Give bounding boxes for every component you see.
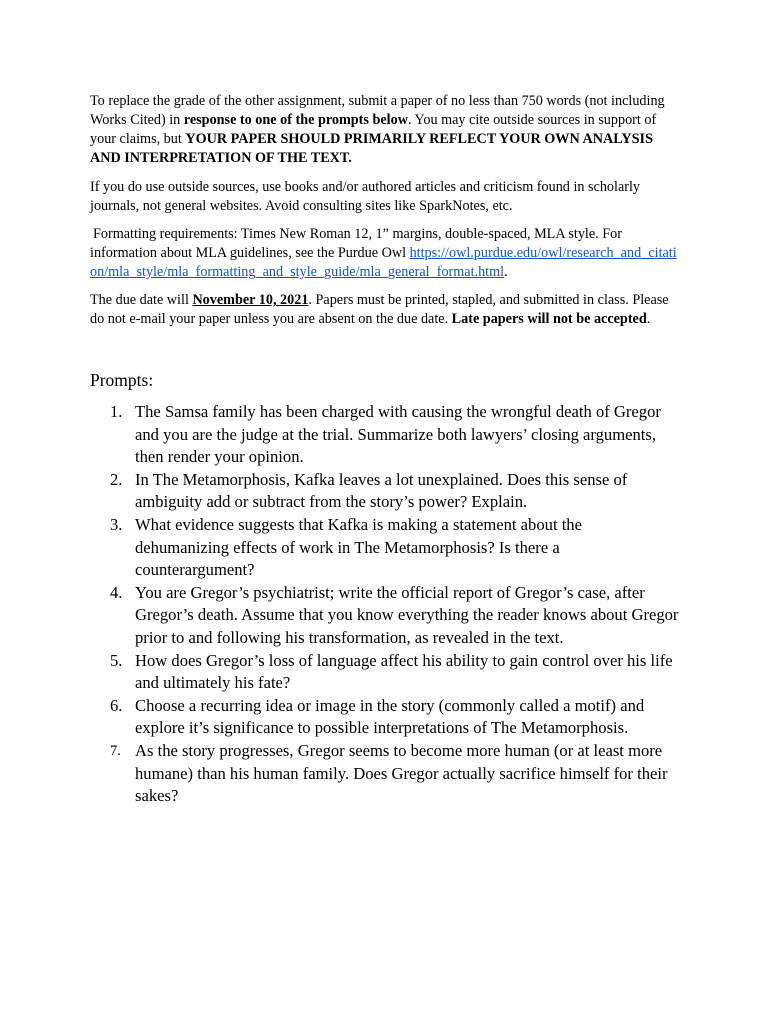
due-date-text-2: . Papers must be printed, stapled, and submitted in class. Please do not e-mail your paper unless you are absent on the due date. <box>90 292 669 327</box>
prompt-item <box>90 582 680 650</box>
prompt-item <box>90 650 680 695</box>
instructions-text-2: . You may cite outside sources in support of your claims, but <box>90 112 657 147</box>
purdue-owl-link[interactable]: https://owl.purdue.edu/owl/research_and_citation/mla_style/mla_formatting_and_style_guide/mla_general_format.html <box>90 245 677 280</box>
due-date: November 10, 2021 <box>192 292 309 308</box>
prompt-number: 7. <box>110 742 121 759</box>
formatting-text: Formatting requirements: Times New Roman 12, 1” margins, double-spaced, MLA style. For information about MLA guidelines, see the Purdue Owl <box>90 226 622 261</box>
prompt-item <box>90 401 680 469</box>
prompt-item <box>90 740 680 808</box>
late-papers-warning: Late papers will not be accepted <box>451 311 647 327</box>
instructions-text: To replace the grade of the other assignment, submit a paper of no less than 750 words (not including Works Cited) in <box>90 93 665 128</box>
instructions-paragraph <box>90 92 680 168</box>
prompt-number: 4. <box>110 582 123 602</box>
prompt-number: 6. <box>110 695 123 715</box>
prompt-item <box>90 514 680 582</box>
formatting-paragraph <box>90 225 680 282</box>
prompt-text: The Samsa family has been charged with causing the wrongful death of Gregor and you are the judge at the trial. Summarize both lawyers’ closing arguments, then render your opinion. <box>135 402 661 467</box>
sources-paragraph: If you do use outside sources, use books and/or authored articles and criticism found in scholarly journals, not general websites. Avoid consulting sites like SparkNotes, etc. <box>90 179 641 214</box>
prompt-text: You are Gregor’s psychiatrist; write the official report of Gregor’s case, after Gregor’s death. Assume that you know everything the reader knows about Gregor prior to and following his transformation, as revealed in the text. <box>135 582 679 647</box>
instructions-emphasis: response to one of the prompts below <box>183 112 408 128</box>
prompt-number: 2. <box>110 469 123 489</box>
document-page <box>90 92 680 808</box>
prompt-number: 3. <box>110 514 123 534</box>
prompt-number: 5. <box>110 650 123 670</box>
prompt-item <box>90 695 680 740</box>
due-date-paragraph <box>90 291 680 329</box>
prompt-text: As the story progresses, Gregor seems to become more human (or at least more humane) than his human family. Does Gregor actually sacrifice himself for their sakes? <box>135 740 668 806</box>
prompt-text: What evidence suggests that Kafka is making a statement about the dehumanizing effects of work in The Metamorphosis? Is there a counterargument? <box>135 514 582 580</box>
prompt-number: 1. <box>110 402 123 421</box>
due-date-end: . <box>646 311 651 327</box>
prompt-item <box>90 469 680 514</box>
prompts-heading: Prompts: <box>90 370 154 390</box>
formatting-end: . <box>504 264 508 280</box>
prompt-text: Choose a recurring idea or image in the story (commonly called a motif) and explore it’s significance to possible interpretations of The Metamorphosis. <box>135 695 645 738</box>
prompt-text: In The Metamorphosis, Kafka leaves a lot unexplained. Does this sense of ambiguity add or subtract from the story’s power? Explain. <box>135 469 628 512</box>
instructions-caps-emphasis: YOUR PAPER SHOULD PRIMARILY REFLECT YOUR OWN ANALYSIS AND INTERPRETATION OF THE TEXT. <box>90 131 653 166</box>
due-date-text: The due date will <box>90 292 193 308</box>
prompt-text: How does Gregor’s loss of language affect his ability to gain control over his life and ultimately his fate? <box>135 650 673 693</box>
prompt-list <box>90 401 680 808</box>
